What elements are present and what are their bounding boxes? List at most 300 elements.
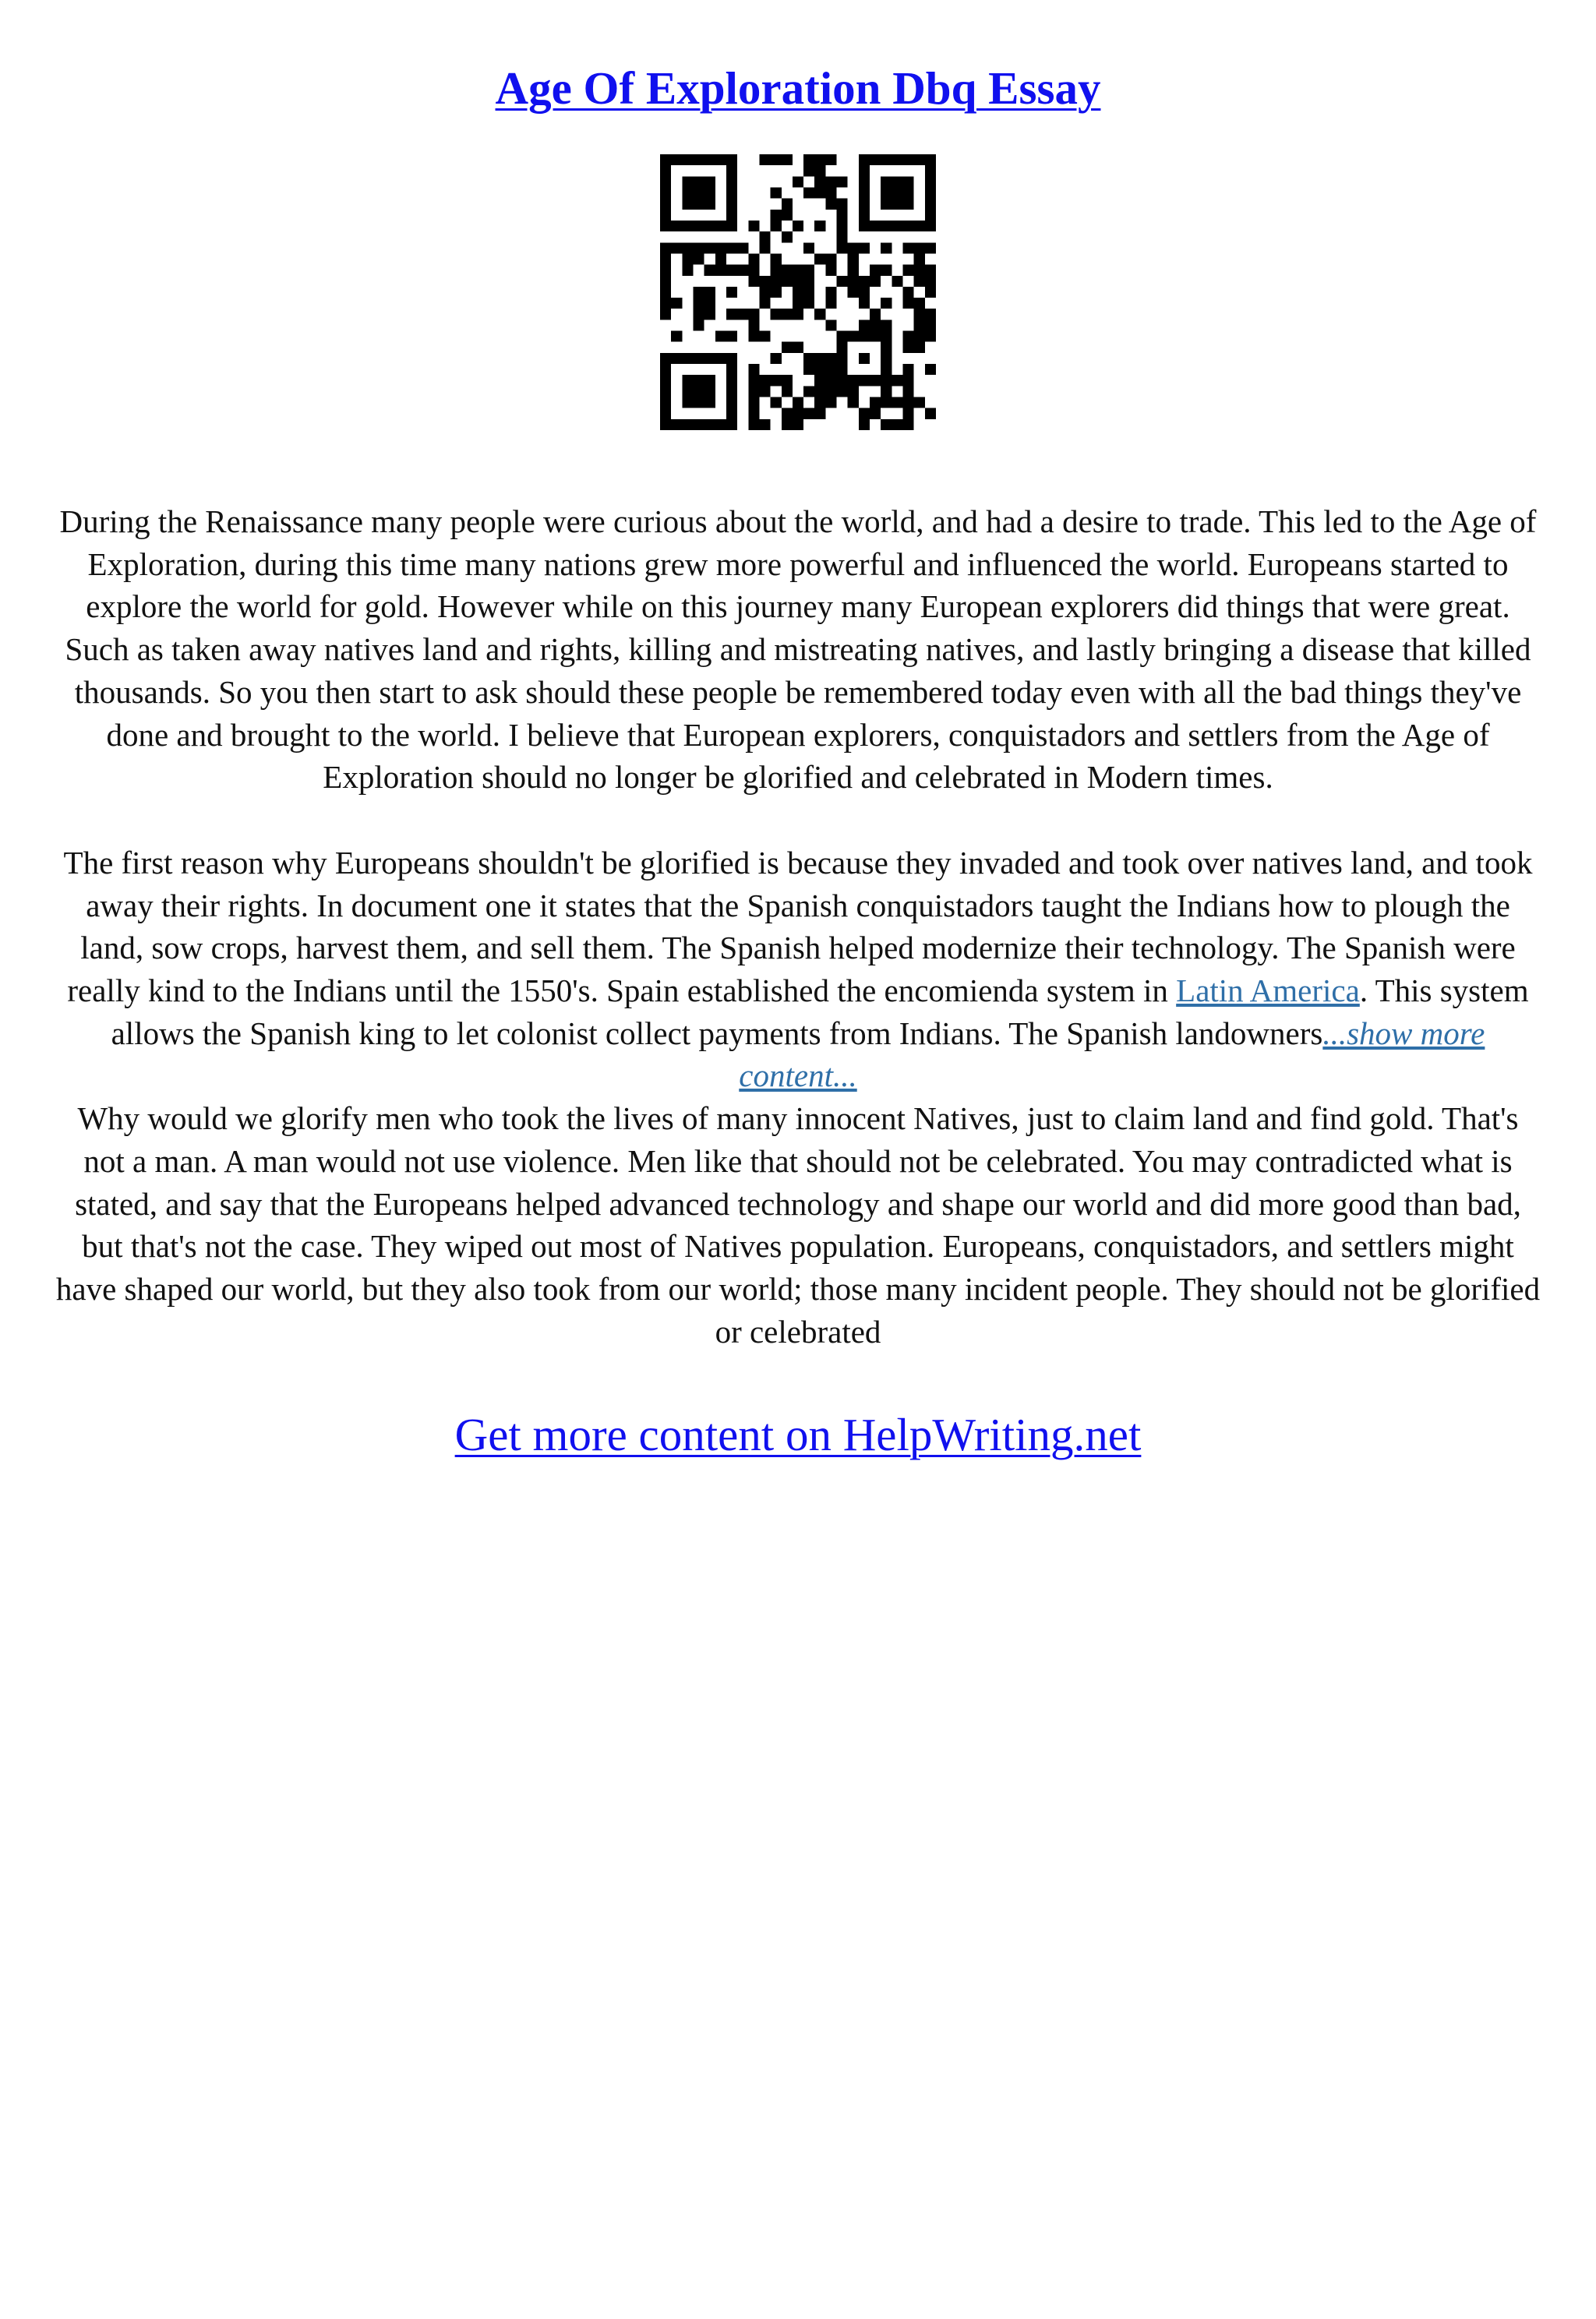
- qr-module: [859, 375, 870, 386]
- qr-module: [903, 242, 914, 253]
- qr-module: [814, 386, 825, 397]
- qr-module: [671, 242, 682, 253]
- qr-module: [693, 375, 704, 386]
- qr-module: [660, 176, 671, 187]
- qr-module: [759, 287, 770, 298]
- qr-module: [771, 276, 782, 287]
- qr-module: [704, 154, 715, 165]
- get-more-content-link[interactable]: Get more content on HelpWriting.net: [454, 1409, 1142, 1461]
- qr-module: [693, 287, 704, 298]
- qr-module: [814, 154, 825, 165]
- qr-module: [925, 331, 936, 342]
- qr-module: [859, 242, 870, 253]
- qr-module: [925, 221, 936, 231]
- qr-module: [726, 331, 737, 342]
- qr-module: [793, 342, 803, 353]
- qr-module: [782, 210, 793, 221]
- qr-module: [825, 375, 836, 386]
- qr-module: [848, 253, 859, 264]
- qr-module: [848, 276, 859, 287]
- qr-module: [914, 342, 925, 353]
- qr-module: [803, 298, 814, 309]
- qr-module: [914, 331, 925, 342]
- qr-module: [759, 331, 770, 342]
- qr-module: [837, 331, 848, 342]
- qr-module: [771, 253, 782, 264]
- qr-module: [881, 419, 892, 430]
- document-page: [0, 61, 1596, 2319]
- qr-module: [671, 221, 682, 231]
- qr-module: [682, 154, 693, 165]
- qr-module: [793, 298, 803, 309]
- essay-body: [55, 500, 1541, 1353]
- qr-module: [671, 353, 682, 364]
- qr-module: [693, 154, 704, 165]
- qr-module: [903, 199, 914, 210]
- qr-module: [925, 199, 936, 210]
- qr-module: [693, 298, 704, 309]
- qr-module: [803, 154, 814, 165]
- qr-module: [759, 242, 770, 253]
- qr-module: [660, 265, 671, 276]
- qr-module: [803, 187, 814, 198]
- qr-module: [693, 319, 704, 330]
- qr-module: [825, 353, 836, 364]
- qr-module: [803, 265, 814, 276]
- first-reason-paragraph: [55, 842, 1541, 1097]
- qr-module: [693, 242, 704, 253]
- qr-module: [737, 265, 748, 276]
- qr-module: [870, 397, 881, 408]
- qr-module: [859, 199, 870, 210]
- qr-module: [715, 331, 726, 342]
- qr-module: [881, 199, 892, 210]
- qr-module: [837, 386, 848, 397]
- qr-module: [704, 309, 715, 319]
- qr-module: [814, 353, 825, 364]
- qr-module: [660, 397, 671, 408]
- qr-module: [737, 309, 748, 319]
- qr-module: [737, 242, 748, 253]
- qr-module: [870, 319, 881, 330]
- qr-module: [848, 397, 859, 408]
- qr-module: [704, 353, 715, 364]
- qr-module: [881, 319, 892, 330]
- qr-module: [803, 353, 814, 364]
- qr-module: [660, 287, 671, 298]
- qr-module: [914, 298, 925, 309]
- qr-module: [715, 419, 726, 430]
- qr-module: [660, 353, 671, 364]
- qr-module: [837, 375, 848, 386]
- qr-module: [748, 375, 759, 386]
- qr-module: [704, 397, 715, 408]
- qr-module: [837, 176, 848, 187]
- qr-module: [771, 287, 782, 298]
- qr-module: [704, 265, 715, 276]
- qr-module: [660, 221, 671, 231]
- qr-module: [793, 397, 803, 408]
- qr-module: [914, 276, 925, 287]
- qr-module: [748, 331, 759, 342]
- qr-module: [859, 187, 870, 198]
- qr-module: [682, 176, 693, 187]
- qr-module: [771, 154, 782, 165]
- qr-module: [771, 309, 782, 319]
- qr-module: [693, 176, 704, 187]
- qr-module: [859, 276, 870, 287]
- qr-module: [881, 397, 892, 408]
- qr-module: [759, 276, 770, 287]
- qr-module: [748, 386, 759, 397]
- qr-module: [892, 221, 902, 231]
- qr-module: [903, 154, 914, 165]
- qr-module: [881, 187, 892, 198]
- qr-module: [903, 176, 914, 187]
- qr-module: [704, 187, 715, 198]
- qr-module: [726, 386, 737, 397]
- qr-module: [914, 221, 925, 231]
- qr-module: [859, 176, 870, 187]
- qr-module: [748, 309, 759, 319]
- qr-module: [848, 242, 859, 253]
- qr-module: [914, 319, 925, 330]
- qr-module: [837, 242, 848, 253]
- qr-module: [682, 419, 693, 430]
- qr-code-icon: [660, 154, 936, 430]
- qr-module: [682, 221, 693, 231]
- qr-module: [759, 231, 770, 242]
- qr-module: [870, 331, 881, 342]
- qr-module: [848, 287, 859, 298]
- qr-module: [881, 176, 892, 187]
- qr-module: [660, 298, 671, 309]
- qr-module: [748, 319, 759, 330]
- qr-module: [793, 408, 803, 419]
- qr-module: [825, 319, 836, 330]
- qr-module: [660, 309, 671, 319]
- qr-module: [892, 397, 902, 408]
- qr-module: [803, 408, 814, 419]
- qr-module: [925, 309, 936, 319]
- qr-module: [782, 231, 793, 242]
- qr-module: [803, 276, 814, 287]
- qr-module: [715, 265, 726, 276]
- qr-module: [682, 265, 693, 276]
- qr-module: [848, 386, 859, 397]
- qr-module: [814, 176, 825, 187]
- qr-module: [726, 242, 737, 253]
- qr-module: [881, 242, 892, 253]
- qr-module: [837, 199, 848, 210]
- qr-module: [859, 331, 870, 342]
- qr-module: [848, 331, 859, 342]
- qr-module: [825, 253, 836, 264]
- qr-module: [814, 397, 825, 408]
- qr-module: [682, 187, 693, 198]
- qr-module: [814, 253, 825, 264]
- qr-module: [660, 199, 671, 210]
- qr-module: [660, 375, 671, 386]
- qr-module: [693, 353, 704, 364]
- qr-module: [825, 364, 836, 375]
- qr-module: [693, 309, 704, 319]
- qr-module: [682, 199, 693, 210]
- title-link[interactable]: Age Of Exploration Dbq Essay: [495, 62, 1101, 114]
- qr-module: [881, 331, 892, 342]
- qr-module: [759, 375, 770, 386]
- qr-module: [903, 187, 914, 198]
- qr-module: [759, 386, 770, 397]
- qr-module: [881, 298, 892, 309]
- qr-module: [793, 419, 803, 430]
- qr-module: [693, 253, 704, 264]
- qr-module: [925, 187, 936, 198]
- qr-module: [803, 165, 814, 176]
- first-reason-text: The first reason why Europeans shouldn't be glorified is because they invaded and took over natives land, and took away their rights. In document one it states that the Spanish conquistadors taught the Indians how to plough the land, sow crops, harvest them, and sell them. The Spanish helped modernize their technology. The Spanish were really kind to the Indians until the 1550's. Spain established the encomienda system in: [63, 844, 1533, 1009]
- qr-module: [825, 154, 836, 165]
- qr-module: [859, 165, 870, 176]
- qr-module: [771, 397, 782, 408]
- qr-module: [914, 265, 925, 276]
- qr-module: [704, 221, 715, 231]
- qr-module: [903, 331, 914, 342]
- qr-module: [759, 154, 770, 165]
- qr-module: [704, 199, 715, 210]
- qr-module: [660, 253, 671, 264]
- qr-module: [837, 364, 848, 375]
- qr-module: [693, 199, 704, 210]
- qr-module: [771, 187, 782, 198]
- qr-module: [870, 408, 881, 419]
- qr-module: [859, 287, 870, 298]
- qr-module: [825, 265, 836, 276]
- qr-module: [914, 154, 925, 165]
- qr-module: [726, 419, 737, 430]
- qr-module: [881, 265, 892, 276]
- qr-module: [793, 276, 803, 287]
- qr-module: [704, 298, 715, 309]
- qr-module: [693, 386, 704, 397]
- qr-module: [892, 154, 902, 165]
- qr-module: [903, 408, 914, 419]
- qr-module: [881, 342, 892, 353]
- qr-module: [825, 199, 836, 210]
- qr-module: [814, 309, 825, 319]
- qr-module: [782, 154, 793, 165]
- qr-module: [892, 419, 902, 430]
- qr-module: [704, 419, 715, 430]
- qr-module: [814, 165, 825, 176]
- qr-module: [825, 397, 836, 408]
- qr-module: [682, 253, 693, 264]
- qr-module: [881, 154, 892, 165]
- qr-module: [682, 397, 693, 408]
- qr-module: [925, 276, 936, 287]
- qr-module: [771, 375, 782, 386]
- qr-module: [925, 165, 936, 176]
- qr-module: [715, 154, 726, 165]
- qr-module: [814, 364, 825, 375]
- qr-module: [814, 408, 825, 419]
- qr-module: [748, 265, 759, 276]
- qr-module: [859, 298, 870, 309]
- qr-module: [726, 309, 737, 319]
- qr-module: [660, 210, 671, 221]
- qr-module: [782, 342, 793, 353]
- qr-module: [803, 364, 814, 375]
- qr-module: [682, 386, 693, 397]
- qr-module: [726, 154, 737, 165]
- qr-module: [870, 154, 881, 165]
- qr-module: [682, 353, 693, 364]
- qr-module: [682, 242, 693, 253]
- qr-module: [660, 419, 671, 430]
- qr-module: [859, 154, 870, 165]
- qr-module: [704, 386, 715, 397]
- qr-module: [726, 165, 737, 176]
- qr-module: [903, 342, 914, 353]
- qr-module: [803, 287, 814, 298]
- qr-module: [782, 386, 793, 397]
- qr-module: [671, 419, 682, 430]
- qr-module: [925, 408, 936, 419]
- qr-module: [914, 309, 925, 319]
- qr-module: [859, 408, 870, 419]
- qr-module: [726, 353, 737, 364]
- qr-module: [925, 287, 936, 298]
- qr-module: [693, 187, 704, 198]
- qr-module: [870, 221, 881, 231]
- qr-module: [837, 221, 848, 231]
- qr-module: [682, 375, 693, 386]
- qr-module: [892, 187, 902, 198]
- qr-module: [814, 375, 825, 386]
- qr-module: [782, 265, 793, 276]
- qr-module: [660, 408, 671, 419]
- qr-module: [848, 375, 859, 386]
- qr-module: [825, 386, 836, 397]
- qr-module: [726, 187, 737, 198]
- latin-america-link[interactable]: Latin America: [1176, 972, 1360, 1009]
- qr-module: [903, 298, 914, 309]
- qr-module: [660, 386, 671, 397]
- qr-module: [859, 319, 870, 330]
- page-title: [55, 61, 1541, 115]
- qr-module: [715, 221, 726, 231]
- qr-module: [793, 221, 803, 231]
- qr-module: [903, 221, 914, 231]
- qr-module: [704, 375, 715, 386]
- qr-module: [859, 353, 870, 364]
- qr-module: [870, 309, 881, 319]
- qr-module: [671, 298, 682, 309]
- qr-module: [925, 154, 936, 165]
- qr-module: [782, 419, 793, 430]
- qr-module: [803, 242, 814, 253]
- qr-module: [814, 187, 825, 198]
- qr-module: [870, 276, 881, 287]
- qr-module: [771, 210, 782, 221]
- qr-module: [825, 187, 836, 198]
- qr-module: [782, 375, 793, 386]
- qr-module: [903, 265, 914, 276]
- qr-module: [660, 165, 671, 176]
- qr-module: [881, 353, 892, 364]
- qr-module: [925, 176, 936, 187]
- qr-module: [771, 221, 782, 231]
- qr-module: [914, 253, 925, 264]
- qr-module: [726, 176, 737, 187]
- qr-module: [660, 154, 671, 165]
- qr-module: [892, 176, 902, 187]
- qr-module: [748, 276, 759, 287]
- qr-module: [848, 265, 859, 276]
- qr-module: [660, 364, 671, 375]
- qr-module: [748, 221, 759, 231]
- intro-paragraph: During the Renaissance many people were curious about the world, and had a desire to trade. This led to the Age of Exploration, during this time many nations grew more powerful and influenced the world. Europeans started to explore the world for gold. However while on this journey many European explorers did things that were great. Such as taken away natives land and rights, killing and mistreating natives, and lastly bringing a disease that killed thousands. So you then start to ask should these people be remembered today even with all the bad things they've done and brought to the world. I believe that European explorers, conquistadors and settlers from the Age of Exploration should no longer be glorified and celebrated in Modern times.: [59, 503, 1537, 796]
- qr-module: [870, 265, 881, 276]
- qr-module: [837, 210, 848, 221]
- qr-module: [837, 353, 848, 364]
- qr-module: [914, 242, 925, 253]
- footer: [55, 1407, 1541, 1462]
- qr-module: [925, 265, 936, 276]
- qr-module: [903, 397, 914, 408]
- qr-module: [914, 397, 925, 408]
- qr-module: [693, 419, 704, 430]
- qr-module: [881, 364, 892, 375]
- qr-module: [726, 287, 737, 298]
- qr-module: [892, 199, 902, 210]
- qr-module: [793, 265, 803, 276]
- qr-module: [859, 419, 870, 430]
- qr-module: [903, 419, 914, 430]
- qr-module: [881, 221, 892, 231]
- qr-module: [726, 265, 737, 276]
- qr-module: [671, 331, 682, 342]
- qr-module: [782, 199, 793, 210]
- qr-module: [704, 287, 715, 298]
- qr-module: [903, 375, 914, 386]
- qr-module: [660, 276, 671, 287]
- qr-module: [726, 199, 737, 210]
- qr-module: [660, 242, 671, 253]
- qr-module: [859, 221, 870, 231]
- qr-module: [903, 287, 914, 298]
- qr-module: [925, 364, 936, 375]
- qr-module: [704, 242, 715, 253]
- qr-module: [925, 210, 936, 221]
- qr-module: [782, 408, 793, 419]
- qr-module: [726, 210, 737, 221]
- qr-module: [748, 397, 759, 408]
- qr-module: [793, 176, 803, 187]
- show-more-link[interactable]: ...show more content...: [739, 1015, 1485, 1094]
- qr-module: [726, 364, 737, 375]
- qr-module: [693, 221, 704, 231]
- qr-module: [793, 309, 803, 319]
- qr-module: [782, 276, 793, 287]
- qr-module: [660, 187, 671, 198]
- qr-module: [726, 408, 737, 419]
- qr-module: [881, 386, 892, 397]
- qr-module: [892, 375, 902, 386]
- qr-module: [715, 253, 726, 264]
- qr-module: [759, 298, 770, 309]
- qr-module: [704, 176, 715, 187]
- qr-module: [748, 419, 759, 430]
